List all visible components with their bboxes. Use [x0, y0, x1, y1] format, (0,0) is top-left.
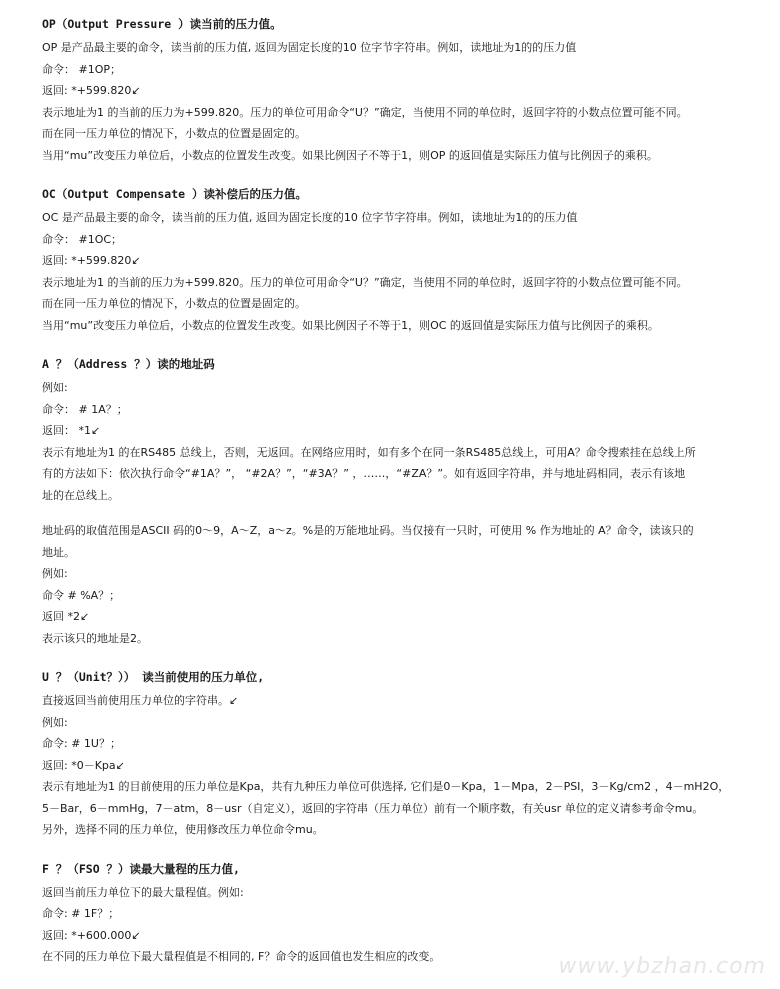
text-line: 直接返回当前使用压力单位的字符串。↙ — [42, 694, 239, 707]
text-line: 返回： *1↙ — [42, 424, 101, 437]
text-line: 而在同一压力单位的情况下，小数点的位置是固定的。 — [42, 127, 306, 140]
command-section — [42, 14, 762, 166]
document-body — [42, 14, 762, 986]
text-line: 例如: — [42, 567, 68, 580]
text-line: 命令: # 1F？； — [42, 907, 120, 920]
text-line: 表示地址为1 的当前的压力为+599.820。压力的单位可用命令“U？”确定，当使用不同的单位时，返回字符的小数点位置可能不同。 — [42, 105, 688, 119]
text-line: 地址。 — [42, 545, 75, 559]
section-heading: F ？（FSO ？）读最大量程的压力值, — [42, 861, 240, 876]
text-line: 5－Bar，6－mmHg，7－atm，8－usr（自定义），返回的字符串（压力单位）前有一个顺序数，有关usr 单位的定义请参考命令mu。 — [42, 801, 704, 815]
text-line: OC 是产品最主要的命令，读当前的压力值, 返回为固定长度的10 位字节字符串。例如，读地址为1的的压力值 — [42, 211, 578, 224]
text-line: 返回: *+599.820↙ — [42, 84, 141, 97]
text-line: 命令： #1OP； — [42, 62, 122, 76]
text-line: 而在同一压力单位的情况下，小数点的位置是固定的。 — [42, 297, 306, 310]
text-line: 另外，选择不同的压力单位，使用修改压力单位命令mu。 — [42, 823, 324, 836]
text-line: 当用“mu”改变压力单位后，小数点的位置发生改变。如果比例因子不等于1，则OC 的返回值是实际压力值与比例因子的乘积。 — [42, 318, 659, 332]
text-line: 地址码的取值范围是ASCII 码的0～9，A～Z，a～z。%是的万能地址码。当仅接有一只时，可使用 % 作为地址的 A？命令，读该只的 — [42, 524, 694, 537]
text-line: 表示该只的地址是2。 — [42, 631, 148, 645]
command-section — [42, 859, 762, 968]
text-line: 例如: — [42, 715, 68, 729]
text-line: 命令 # %A？； — [42, 588, 121, 602]
section-heading: OC（Output Compensate ）读补偿后的压力值。 — [42, 187, 307, 201]
text-line: 表示有地址为1 的目前使用的压力单位是Kpa，共有九种压力单位可供选择, 它们是0－Kpa，1－Mpa，2－PSI，3－Kg/cm2 ，4－mH2O， — [42, 780, 730, 793]
command-section — [42, 354, 762, 649]
command-section — [42, 184, 762, 336]
text-line: 表示地址为1 的当前的压力为+599.820。压力的单位可用命令“U？”确定，当使用不同的单位时，返回字符的小数点位置可能不同。 — [42, 275, 688, 289]
text-line: 在不同的压力单位下最大量程值是不相同的, F？命令的返回值也发生相应的改变。 — [42, 950, 441, 963]
command-section — [42, 667, 762, 841]
text-line: 有的方法如下：依次执行命令“#1A？”， “#2A？”，“#3A？” ，……，“#ZA？”。如有返回字符串，并与地址码相同，表示有该地 — [42, 467, 686, 480]
text-line: OP 是产品最主要的命令，读当前的压力值, 返回为固定长度的10 位字节字符串。例如，读地址为1的的压力值 — [42, 41, 577, 54]
text-line: 返回: *0－Kpa↙ — [42, 758, 125, 772]
paragraph-gap — [42, 506, 762, 520]
watermark: www.ybzhan.com — [558, 954, 766, 979]
text-line: 表示有地址为1 的在RS485 总线上，否则，无返回。在网络应用时，如有多个在同一条RS485总线上，可用A？命令搜索挂在总线上所 — [42, 445, 696, 459]
text-line: 返回: *+599.820↙ — [42, 254, 141, 267]
text-line: 命令: # 1U？； — [42, 737, 121, 750]
section-heading: U ？（Unit？）） 读当前使用的压力单位, — [42, 670, 265, 684]
text-line: 例如: — [42, 381, 68, 394]
text-line: 返回 *2↙ — [42, 610, 90, 623]
section-heading: OP（Output Pressure ）读当前的压力值。 — [42, 17, 282, 31]
text-line: 返回: *+600.000↙ — [42, 928, 141, 942]
text-line: 命令： #1OC； — [42, 232, 123, 246]
text-line: 当用“mu”改变压力单位后，小数点的位置发生改变。如果比例因子不等于1，则OP 的返回值是实际压力值与比例因子的乘积。 — [42, 148, 658, 162]
text-line: 命令： # 1A？； — [42, 402, 128, 416]
section-heading: A ？（Address ？）读的地址码 — [42, 357, 215, 371]
text-line: 返回当前压力单位下的最大量程值。例如: — [42, 885, 244, 899]
text-line: 址的在总线上。 — [42, 488, 119, 502]
